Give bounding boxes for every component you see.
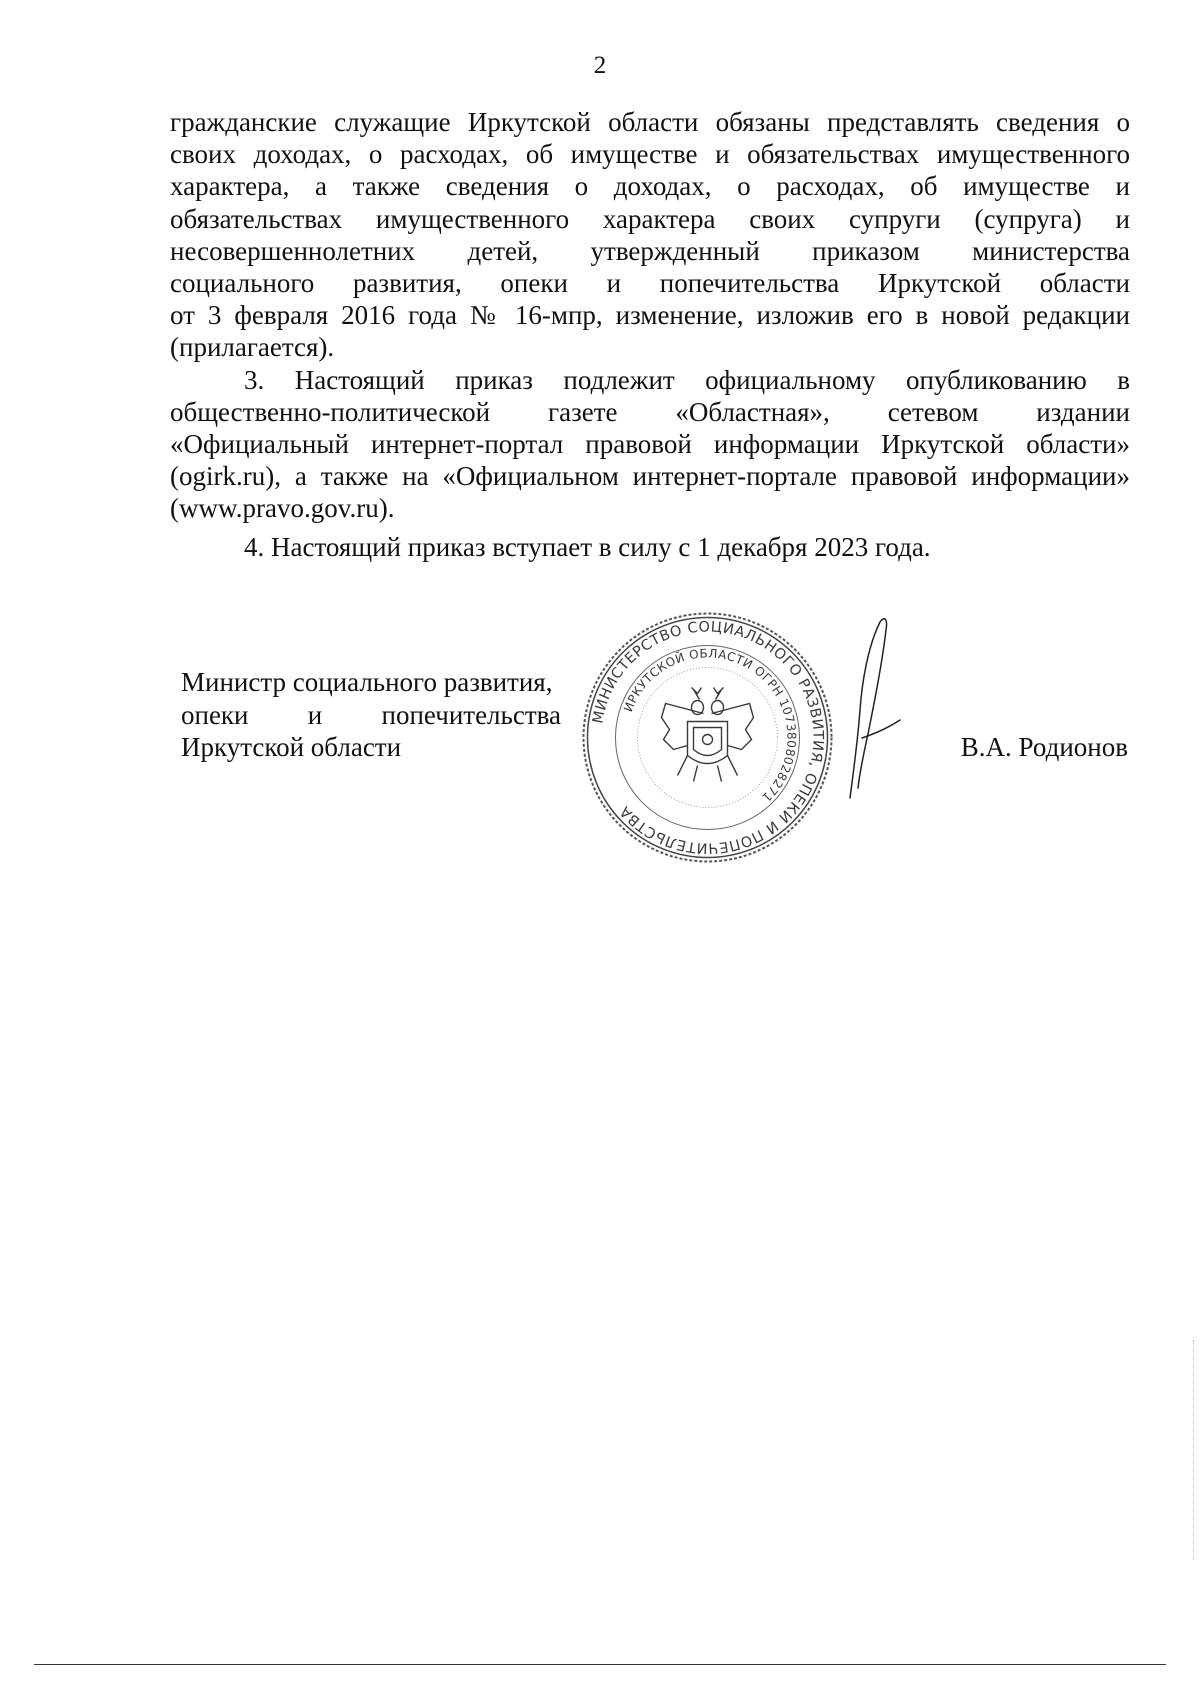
text-line: (www.pravo.gov.ru). xyxy=(170,493,395,524)
text-line: общественно-политической газете «Областная», сетевом издании xyxy=(170,396,1130,427)
text-line: 3. Настоящий приказ подлежит официальному опубликованию в xyxy=(244,364,1130,395)
text-line: гражданские служащие Иркутской области обязаны представлять сведения о xyxy=(170,107,1130,137)
text-line: обязательствах имущественного характера своих супруги (супруга) и xyxy=(170,203,1130,234)
signatory-position xyxy=(181,666,561,764)
document-body xyxy=(170,106,1130,563)
paragraph-4: 4. Настоящий приказ вступает в силу с 1 декабря 2023 года. xyxy=(244,531,931,562)
text-line: (прилагается). xyxy=(170,332,335,363)
position-line: Иркутской области xyxy=(181,732,402,762)
text-line: несовершеннолетних детей, утвержденный приказом министерства xyxy=(170,235,1130,266)
text-line: социального развития, опеки и попечительства Иркутской области xyxy=(170,268,1130,299)
position-line: опеки и попечительства xyxy=(181,699,561,730)
seal-inner-text: ИРКУТСКОЙ ОБЛАСТИ ОГРН 1073808028271 xyxy=(621,646,799,805)
text-line: от 3 февраля 2016 года № 16-мпр, изменение, изложив его в новой редакции xyxy=(170,300,1130,331)
position-line: Министр социального развития, xyxy=(181,667,553,697)
svg-text:ИРКУТСКОЙ ОБЛАСТИ ОГРН 1073808 xyxy=(621,646,799,804)
handwritten-signature xyxy=(840,612,920,812)
scan-artifact xyxy=(1193,1340,1196,1560)
signer-name: В.А. Родионов xyxy=(960,732,1128,762)
page-number: 2 xyxy=(593,52,607,79)
text-line: «Официальный интернет-портал правовой информации Иркутской области» xyxy=(170,429,1130,460)
official-seal xyxy=(580,610,835,865)
seal-outer-text: МИНИСТЕРСТВО СОЦИАЛЬНОГО РАЗВИТИЯ, ОПЕКИ И ПОПЕЧИТЕЛЬСТВА xyxy=(590,619,826,856)
coat-of-arms-emblem xyxy=(662,688,754,782)
footer-divider xyxy=(34,1664,1166,1665)
text-line: (ogirk.ru), а также на «Официальном интернет-портале правовой информации» xyxy=(170,461,1130,492)
text-line: своих доходах, о расходах, об имуществе и обязательствах имущественного xyxy=(170,139,1130,170)
paragraph-3 xyxy=(170,364,1130,525)
text-line: характера, а также сведения о доходах, о расходах, об имуществе и xyxy=(170,171,1130,202)
paragraph-continuation xyxy=(170,106,1130,364)
